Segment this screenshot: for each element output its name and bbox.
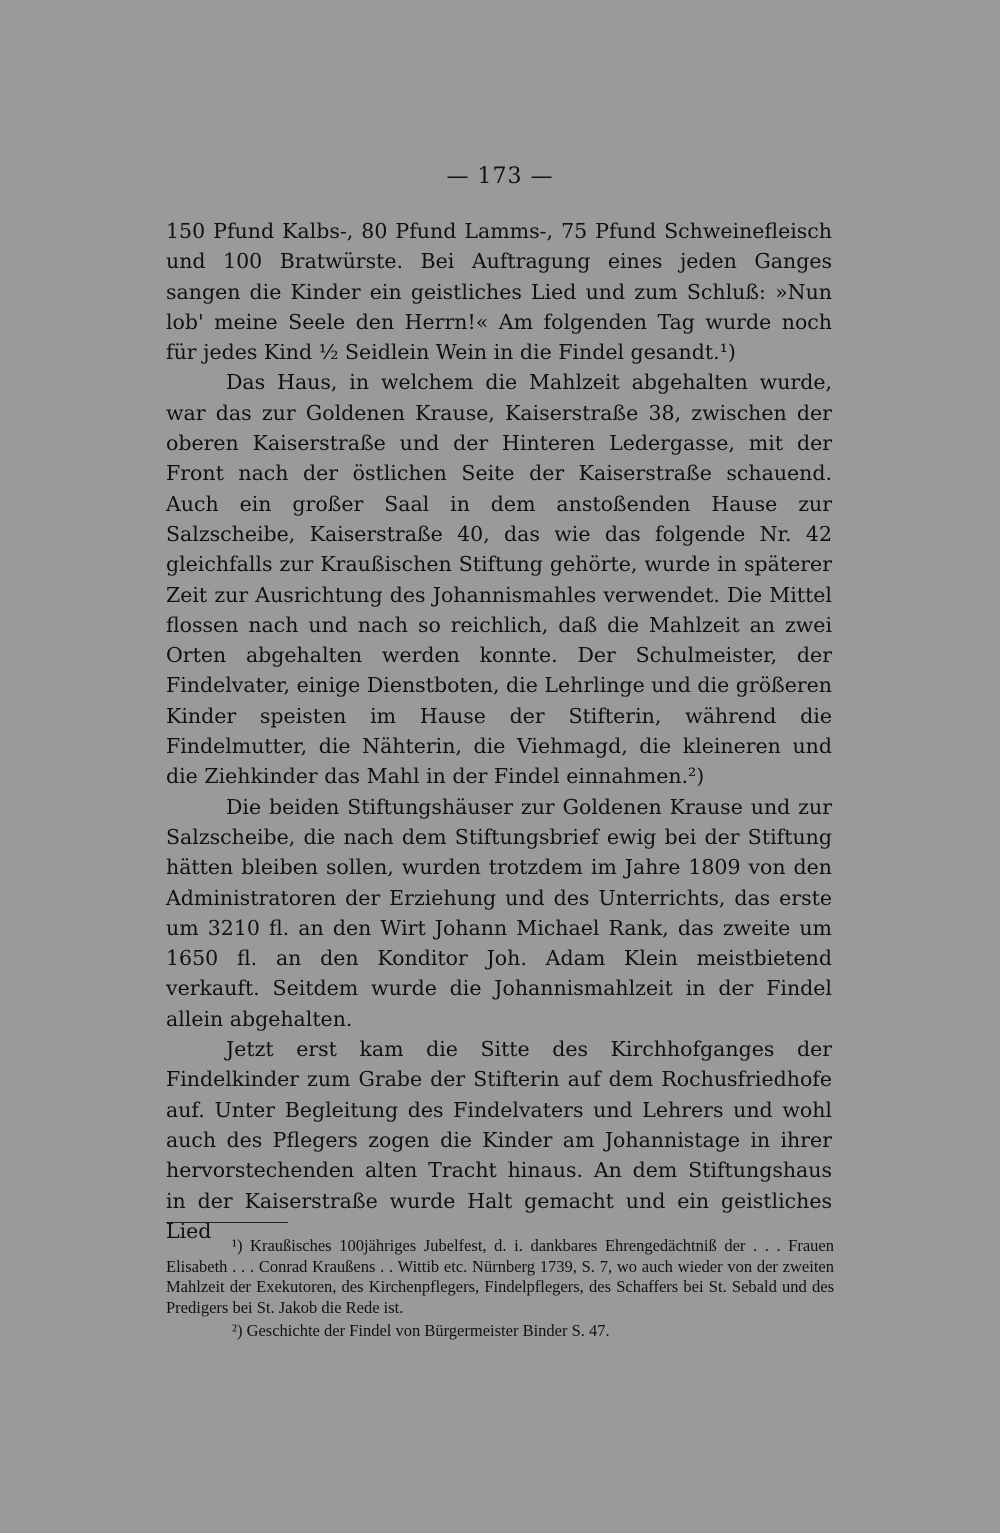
paragraph: Das Haus, in welchem die Mahlzeit abgehalten wurde, war das zur Goldenen Krause, Kaiserstraße 38, zwischen der oberen Kaiserstraße und der Hinteren Ledergasse, mit der Front nach der östlichen Seite der Kaiserstraße schauend. Auch ein großer Saal in dem anstoßenden Hause zur Salzscheibe, Kaiserstraße 40, das wie das folgende Nr. 42 gleichfalls zur Kraußischen Stiftung gehörte, wurde in späterer Zeit zur Ausrichtung des Johannismahles verwendet. Die Mittel flossen nach und nach so reichlich, daß die Mahlzeit an zwei Orten abgehalten werden konnte. Der Schulmeister, der Findelvater, einige Dienstboten, die Lehrlinge und die größeren Kinder speisten im Hause der Stifterin, während die Findelmutter, die Nähterin, die Viehmagd, die kleineren und die Ziehkinder das Mahl in der Findel einnahmen.²) [166, 370, 832, 789]
paragraph: Jetzt erst kam die Sitte des Kirchhofganges der Findelkinder zum Grabe der Stifterin auf dem Rochusfriedhofe auf. Unter Begleitung des Findelvaters und Lehrers und wohl auch des Pflegers zogen die Kinder am Johannistage in ihrer hervorstechenden alten Tracht hinaus. An dem Stiftungshaus in der Kaiserstraße wurde Halt gemacht und ein geistliches Lied [166, 1037, 832, 1243]
footnote: ¹) Kraußisches 100jähriges Jubelfest, d. i. dankbares Ehrengedächtniß der . . . Frauen Elisabeth . . . Conrad Kraußens . . Wittib etc. Nürnberg 1739, S. 7, wo auch wieder von der zweiten Mahlzeit der Exekutoren, des Kirchenpflegers, Findelpflegers, des Schaffers bei St. Sebald und des Predigers bei St. Jakob die Rede ist. [166, 1236, 834, 1317]
footnote-divider [166, 1222, 288, 1223]
paragraph: 150 Pfund Kalbs-, 80 Pfund Lamms-, 75 Pfund Schweinefleisch und 100 Bratwürste. Bei Auftragung eines jeden Ganges sangen die Kinder ein geistliches Lied und zum Schluß: »Nun lob' meine Seele den Herrn!« Am folgenden Tag wurde noch für jedes Kind ½ Seidlein Wein in die Findel gesandt.¹) [166, 219, 832, 365]
page-number: — 173 — [446, 164, 554, 189]
paragraph: Die beiden Stiftungshäuser zur Goldenen Krause und zur Salzscheibe, die nach dem Stiftungsbrief ewig bei der Stiftung hätten bleiben sollen, wurden trotzdem im Jahre 1809 von den Administratoren der Erziehung und des Unterrichts, das erste um 3210 fl. an den Wirt Johann Michael Rank, das zweite um 1650 fl. an den Konditor Joh. Adam Klein meistbietend verkauft. Seitdem wurde die Johannismahlzeit in der Findel allein abgehalten. [166, 794, 832, 1031]
body-text [166, 216, 832, 1246]
footnote: ²) Geschichte der Findel von Bürgermeister Binder S. 47. [232, 1321, 610, 1340]
footnotes [166, 1236, 834, 1342]
